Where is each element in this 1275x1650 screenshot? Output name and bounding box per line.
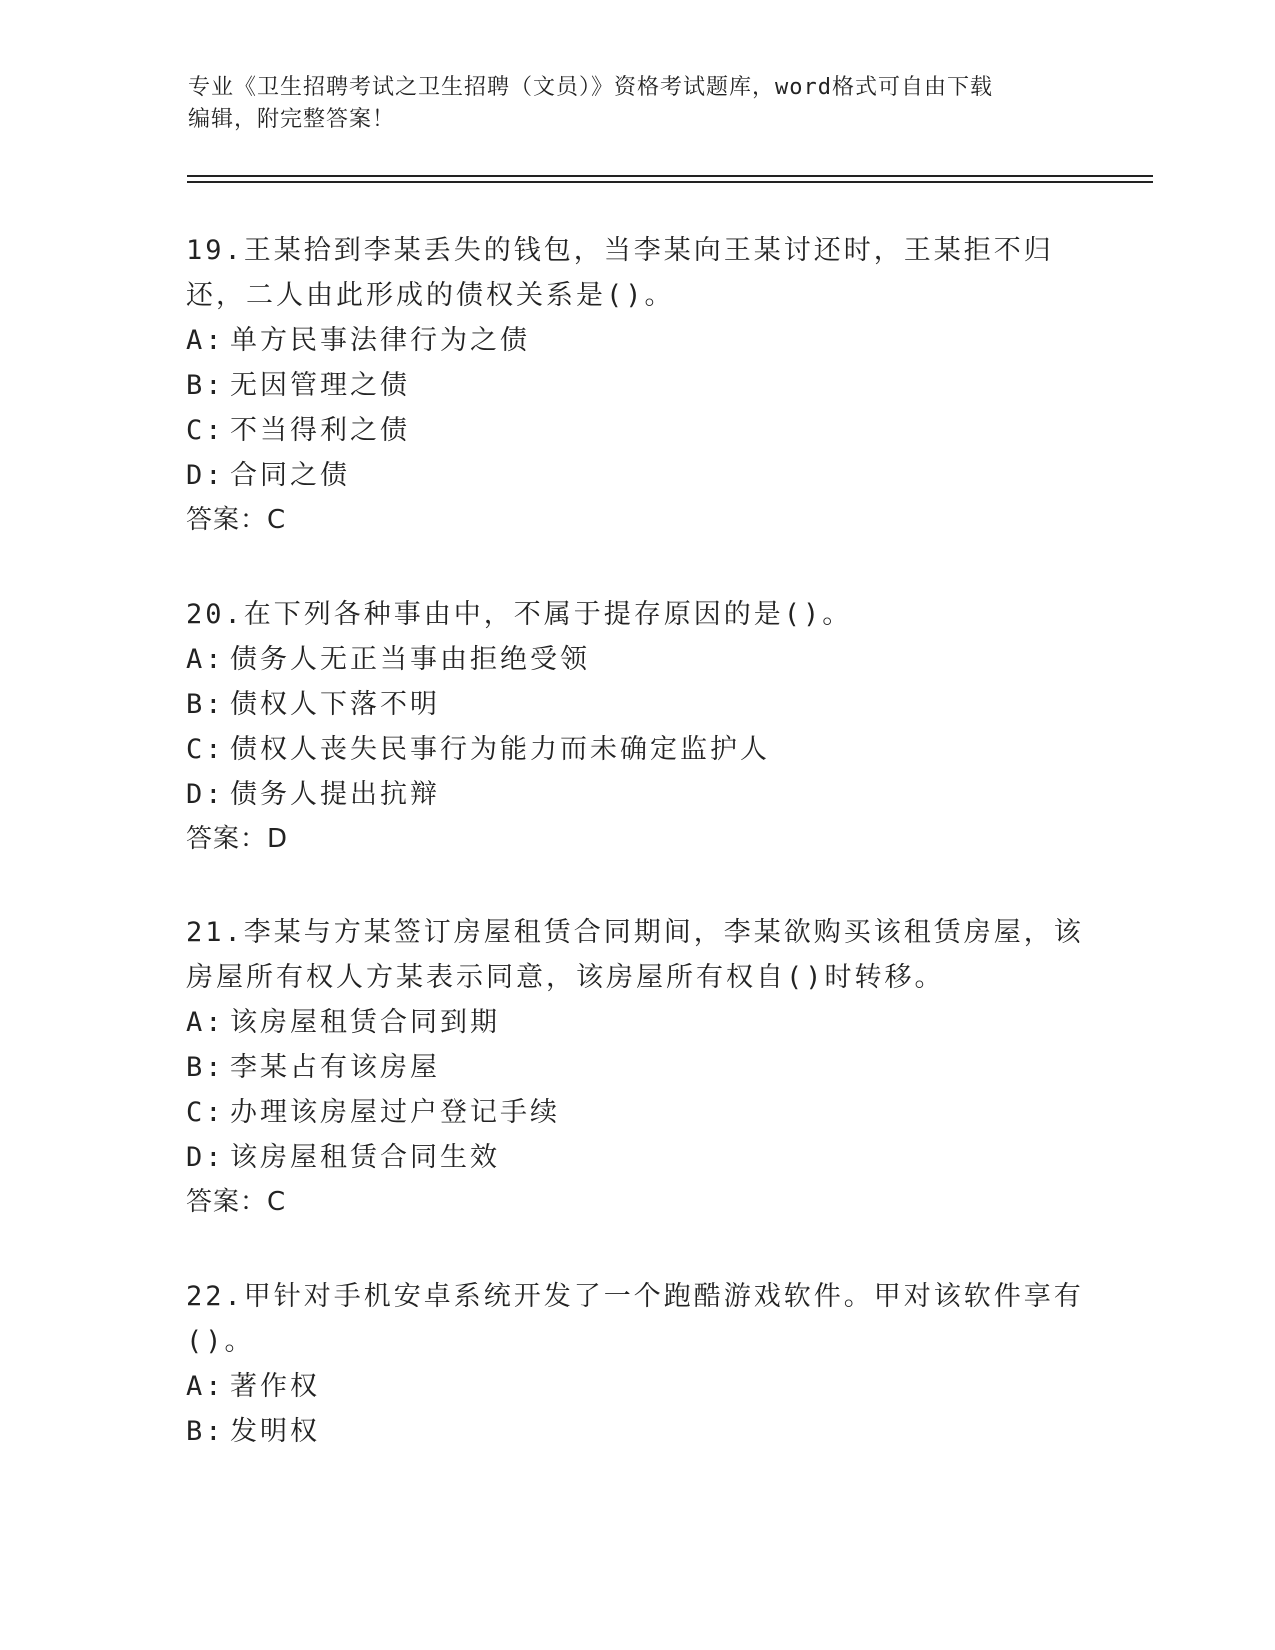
option-a <box>186 637 1086 682</box>
option-c <box>186 1090 1086 1135</box>
option-text: 该房屋租赁合同生效 <box>230 1142 500 1173</box>
header-line-2: 编辑，附完整答案！ <box>188 107 396 132</box>
option-text: 债权人丧失民事行为能力而未确定监护人 <box>230 734 770 765</box>
option-text: 债务人无正当事由拒绝受领 <box>230 644 590 675</box>
option-b <box>186 1409 1086 1454</box>
option-letter: C: <box>186 1097 225 1128</box>
question-stem: 19.王某拾到李某丢失的钱包，当李某向王某讨还时，王某拒不归还，二人由此形成的债权关系是()。 <box>186 235 1054 311</box>
question-stem: 20.在下列各种事由中，不属于提存原因的是()。 <box>186 599 853 630</box>
option-a <box>186 318 1086 363</box>
option-letter: D: <box>186 779 225 810</box>
option-a <box>186 1364 1086 1409</box>
option-text: 办理该房屋过户登记手续 <box>230 1097 560 1128</box>
option-b <box>186 682 1086 727</box>
option-letter: B: <box>186 370 225 401</box>
option-text: 李某占有该房屋 <box>230 1052 440 1083</box>
question-19 <box>186 228 1086 543</box>
question-stem: 21.李某与方某签订房屋租赁合同期间，李某欲购买该租赁房屋，该房屋所有权人方某表示同意，该房屋所有权自()时转移。 <box>186 917 1084 993</box>
answer: 答案：C <box>186 505 287 535</box>
option-a <box>186 1000 1086 1045</box>
option-d <box>186 772 1086 817</box>
option-d <box>186 453 1086 498</box>
option-letter: D: <box>186 460 225 491</box>
option-text: 不当得利之债 <box>230 415 410 446</box>
option-letter: C: <box>186 415 225 446</box>
option-d <box>186 1135 1086 1180</box>
option-letter: A: <box>186 1007 225 1038</box>
option-letter: B: <box>186 689 225 720</box>
option-b <box>186 363 1086 408</box>
option-letter: B: <box>186 1416 225 1447</box>
option-text: 该房屋租赁合同到期 <box>230 1007 500 1038</box>
option-text: 无因管理之债 <box>230 370 410 401</box>
answer: 答案：C <box>186 1187 287 1217</box>
option-letter: C: <box>186 734 225 765</box>
answer: 答案：D <box>186 824 289 854</box>
option-letter: A: <box>186 325 225 356</box>
option-letter: A: <box>186 644 225 675</box>
option-text: 债权人下落不明 <box>230 689 440 720</box>
question-stem: 22.甲针对手机安卓系统开发了一个跑酷游戏软件。甲对该软件享有()。 <box>186 1281 1084 1357</box>
header-divider-top <box>187 175 1153 177</box>
option-text: 单方民事法律行为之债 <box>230 325 530 356</box>
option-letter: D: <box>186 1142 225 1173</box>
option-b <box>186 1045 1086 1090</box>
question-21 <box>186 910 1086 1225</box>
option-c <box>186 408 1086 453</box>
option-text: 合同之债 <box>230 460 350 491</box>
option-text: 发明权 <box>230 1416 320 1447</box>
header-divider-bottom <box>187 181 1153 183</box>
option-letter: B: <box>186 1052 225 1083</box>
option-c <box>186 727 1086 772</box>
header-line-1: 专业《卫生招聘考试之卫生招聘（文员）》资格考试题库，word格式可自由下载 <box>188 75 993 100</box>
document-header <box>188 72 1068 136</box>
option-letter: A: <box>186 1371 225 1402</box>
question-20 <box>186 592 1086 862</box>
option-text: 债务人提出抗辩 <box>230 779 440 810</box>
question-22 <box>186 1274 1086 1454</box>
option-text: 著作权 <box>230 1371 320 1402</box>
